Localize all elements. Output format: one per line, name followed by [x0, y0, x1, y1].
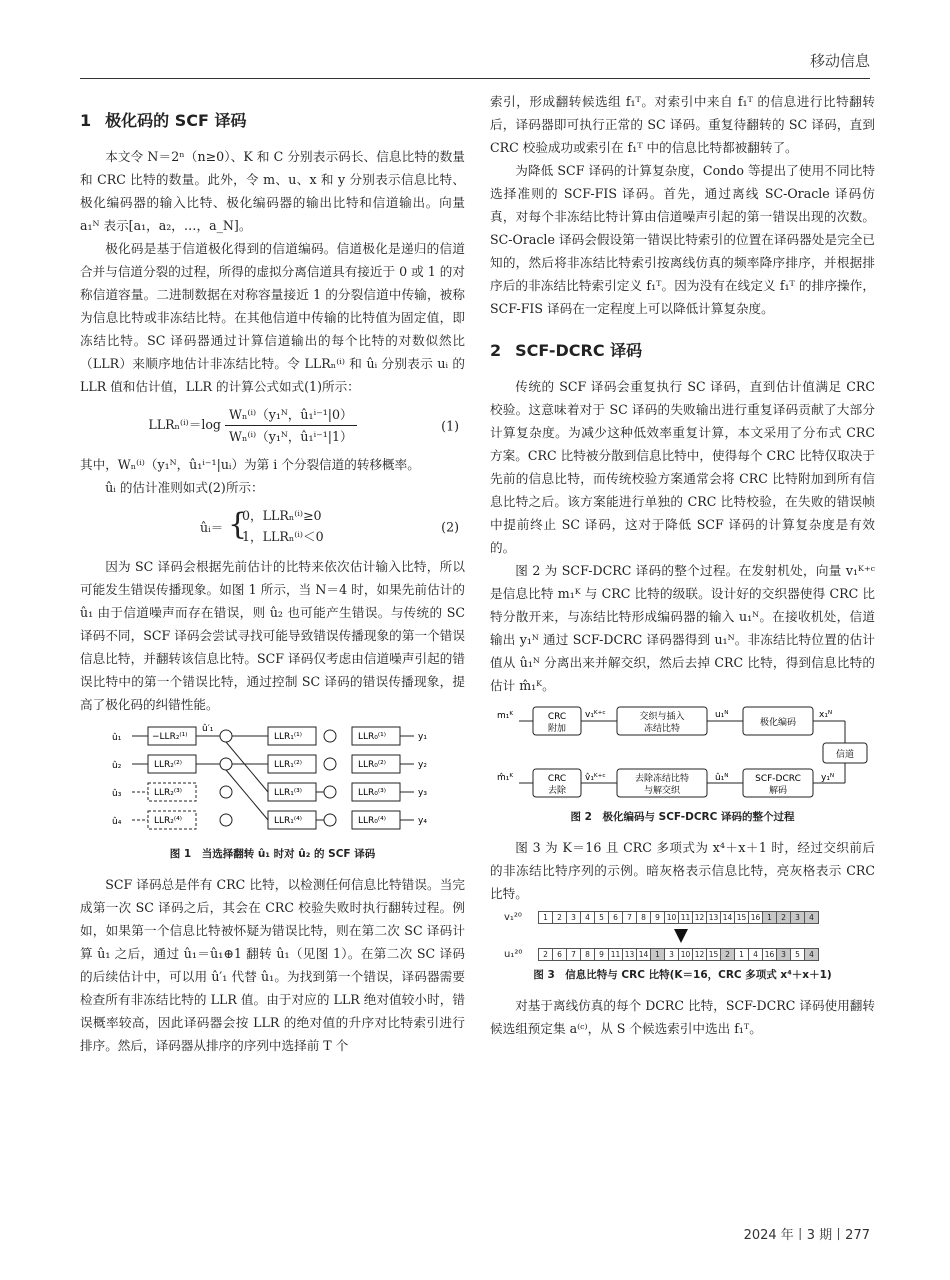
fig3-cell: 3 — [776, 948, 791, 961]
fig2-y: y₁ᴺ — [820, 773, 834, 783]
fig3-cell: 14 — [720, 911, 735, 924]
fig3-cell: 8 — [580, 948, 595, 961]
fig3-cell: 10 — [678, 948, 693, 961]
fig3-cell: 12 — [692, 948, 707, 961]
fig3-row-u — [504, 948, 875, 961]
fig3-cell: 15 — [734, 911, 749, 924]
fig1-u4: û₄ — [111, 817, 121, 827]
fig2-interleave-2: 冻结比特 — [643, 724, 680, 734]
fig2-vhat: v̂₁ᴷ⁺ᶜ — [584, 773, 606, 783]
fig3-cell: 9 — [650, 911, 665, 924]
section-2-number: 2 — [490, 341, 502, 360]
fig3-cell: 7 — [622, 911, 637, 924]
fig3-cell: 13 — [622, 948, 637, 961]
fig2-m: m₁ᴷ — [496, 711, 513, 721]
fig3-cell: 3 — [566, 911, 581, 924]
fig2-interleave-1: 交织与插入 — [638, 712, 685, 722]
figure-2-caption: 图 2 极化编码与 SCF-DCRC 译码的整个过程 — [570, 811, 795, 823]
fig1-llr2-2: LLR₂⁽²⁾ — [153, 760, 182, 770]
fig1-llr0-2: LLR₀⁽²⁾ — [357, 760, 386, 770]
fig2-deinter-1: 去除冻结比特 — [634, 774, 689, 784]
fig2-uhat: û₁ᴺ — [714, 773, 729, 783]
fig3-cell: 8 — [636, 911, 651, 924]
paragraph-1: 本文令 N＝2ⁿ（n≥0）、K 和 C 分别表示码长、信息比特的数量和 CRC 比特的数量。此外，令 m、u、x 和 y 分别表示信息比特、极化编码器的输入比特、极化编码器的输出比特和信道输出。向量 a₁ᴺ 表示[a₁，a₂，…，a_N]。 — [80, 149, 465, 233]
fig1-llr0-1: LLR₀⁽¹⁾ — [357, 732, 386, 742]
figure-3 — [504, 911, 875, 961]
paragraph-7: 索引，形成翻转候选组 f₁ᵀ。对索引中来自 f₁ᵀ 的信息进行比特翻转后，译码器即可执行正常的 SC 译码。重复待翻转的 SC 译码，直到 CRC 校验成功或索引在 f₁ᵀ 中的信息比特都被翻转了。 — [490, 94, 875, 155]
fig1-llr1-1: LLR₁⁽¹⁾ — [273, 732, 302, 742]
header-rule — [80, 78, 870, 79]
eq1-lhs: LLRₙ⁽ⁱ⁾＝log — [148, 417, 221, 432]
fig1-llr1 — [274, 732, 302, 826]
fig1-y2: y₂ — [417, 760, 427, 770]
eq2-case-a: 0，LLRₙ⁽ⁱ⁾≥0 — [242, 508, 322, 523]
fig1-y4: y₄ — [417, 816, 427, 826]
fig2-channel: 信道 — [835, 750, 854, 760]
fig3-cell: 11 — [678, 911, 693, 924]
fig3-cell: 1 — [538, 911, 553, 924]
equation-1 — [80, 404, 465, 447]
figure-2 — [493, 703, 873, 803]
fig3-cell: 6 — [608, 911, 623, 924]
page-footer: 2024 年丨3 期丨277 — [743, 1228, 870, 1243]
section-1-heading — [80, 108, 465, 131]
fig3-cell: 5 — [790, 948, 805, 961]
fig2-mhat: m̂₁ᴷ — [496, 773, 513, 783]
fig2-crc-add-2: 附加 — [547, 724, 566, 734]
fig3-cell: 3 — [790, 911, 805, 924]
eq1-fraction — [225, 404, 357, 447]
journal-name: 移动信息 — [809, 52, 870, 70]
fig3-cell: 4 — [804, 911, 819, 924]
fig1-u2: û₂ — [111, 761, 121, 771]
fig1-llr2-3: LLR₂⁽³⁾ — [153, 788, 182, 798]
paragraph-9: 传统的 SCF 译码会重复执行 SC 译码，直到估计值满足 CRC 校验。这意味着对于 SC 译码的失败输出进行重复译码贡献了大部分计算复杂度。为减少这种低效率重复计算，本文采用了分布式 CRC 方案。CRC 比特被分散到信息比特中，使得每个 CRC 比特仅取决于先前的信息比特，而传统校验方案通常会将 CRC 比特附加到所有信息比特之后。该方案能进行单独的 CRC 比特校验，在失败的错误帧中提前终止 SC 译码，这对于降低 SCF 译码的计算复杂度是有效的。 — [490, 379, 875, 555]
paragraph-2: 极化码是基于信道极化得到的信道编码。信道极化是递归的信道合并与信道分裂的过程，所得的虚拟分离信道具有接近于 0 或 1 的对称信道容量。二进制数据在对称容量接近 1 的分裂信道中传输，被称为信息比特或非冻结比特。在其他信道中传输的比特值为固定值，即冻结比特。SC 译码器通过计算信道输出的每个比特的对数似然比（LLR）来顺序地估计非冻结比特。令 LLRₙ⁽ⁱ⁾ 和 ûᵢ 分别表示 uᵢ 的 LLR 值和估计值，LLR 的计算公式如式(1)所示： — [80, 241, 465, 394]
fig3-row-v — [504, 911, 875, 924]
fig2-x: x₁ᴺ — [818, 710, 832, 720]
fig1-u1: û₁ — [111, 733, 121, 743]
fig3-v-cells — [538, 911, 818, 924]
fig2-dec-1: SCF-DCRC — [754, 774, 801, 784]
fig1-llr0-3: LLR₀⁽³⁾ — [357, 788, 386, 798]
fig3-cell: 4 — [580, 911, 595, 924]
fig3-cell: 7 — [566, 948, 581, 961]
fig1-llr1-3: LLR₁⁽³⁾ — [273, 788, 302, 798]
fig3-cell: 2 — [552, 911, 567, 924]
paragraph-12: 对基于离线仿真的每个 DCRC 比特，SCF-DCRC 译码使用翻转候选组预定集 a⁽ᶜ⁾，从 S 个候选索引中选出 f₁ᵀ。 — [490, 998, 875, 1036]
fig3-cell: 15 — [706, 948, 721, 961]
fig2-deinter-2: 与解交织 — [643, 786, 680, 796]
fig3-cell: 2 — [720, 948, 735, 961]
right-column — [490, 90, 875, 1040]
fig3-cell: 4 — [748, 948, 763, 961]
fig3-cell: 4 — [804, 948, 819, 961]
paragraph-11: 图 3 为 K＝16 且 CRC 多项式为 x⁴＋x＋1 时，经过交织前后的非冻结比特序列的示例。暗灰格表示信息比特，亮灰格表示 CRC 比特。 — [490, 840, 875, 901]
fig3-u-cells — [538, 948, 818, 961]
fig1-llr2-4: LLR₂⁽⁴⁾ — [153, 816, 182, 826]
figure-1 — [108, 722, 438, 840]
fig1-llr2-1: −LLR₂⁽¹⁾ — [151, 732, 187, 742]
fig1-y3: y₃ — [417, 788, 427, 798]
fig3-cell: 16 — [762, 948, 777, 961]
eq1-number: (1) — [441, 418, 459, 433]
fig3-cell: 2 — [776, 911, 791, 924]
fig3-cell: 16 — [748, 911, 763, 924]
fig1-y-labels — [418, 732, 427, 826]
fig2-u: u₁ᴺ — [714, 710, 729, 720]
section-2-title: SCF-DCRC 译码 — [515, 341, 643, 360]
figure-1-caption: 图 1 当选择翻转 û₁ 时对 û₂ 的 SCF 译码 — [169, 848, 376, 860]
fig3-cell: 5 — [594, 911, 609, 924]
fig2-polar-enc: 极化编码 — [759, 718, 796, 728]
fig3-cell: 14 — [636, 948, 651, 961]
paragraph-4: ûᵢ 的估计准则如式(2)所示： — [105, 480, 264, 495]
fig1-u-labels — [112, 733, 122, 827]
figure-3-caption: 图 3 信息比特与 CRC 比特(K＝16，CRC 多项式 x⁴＋x＋1) — [533, 969, 832, 981]
section-1-title: 极化码的 SCF 译码 — [105, 111, 247, 130]
fig3-cell: 2 — [538, 948, 553, 961]
fig2-crc-rm-1: CRC — [547, 774, 566, 784]
equation-2 — [80, 505, 465, 549]
fig3-cell: 12 — [692, 911, 707, 924]
paragraph-10: 图 2 为 SCF-DCRC 译码的整个过程。在发射机处，向量 v₁ᴷ⁺ᶜ 是信息比特 m₁ᴷ 与 CRC 比特的级联。设计好的交织器使得 CRC 比特分散开来，与冻结比特形成编码器的输入 u₁ᴺ。在接收机处，信道输出 y₁ᴺ 通过 SCF-DCRC 译码器得到 u₁ᴺ。非冻结比特位置的估计值从 û₁ᴺ 分离出来并解交织，然后去掉 CRC 比特，得到信息比特的估计 m̂₁ᴷ。 — [490, 563, 875, 693]
fig1-uprime: û′₁ — [201, 724, 213, 734]
fig3-cell: 11 — [608, 948, 623, 961]
fig1-llr1-2: LLR₁⁽²⁾ — [273, 760, 302, 770]
fig2-crc-rm-2: 去除 — [547, 786, 566, 796]
fig3-v-label: v₁²⁰ — [504, 912, 522, 923]
fig3-u-label: u₁²⁰ — [504, 949, 523, 960]
fig3-cell: 1 — [734, 948, 749, 961]
fig3-cell: 1 — [650, 948, 665, 961]
fig3-cell: 9 — [594, 948, 609, 961]
fig2-crc-add-1: CRC — [547, 712, 566, 722]
eq2-number: (2) — [441, 519, 459, 535]
section-1-number: 1 — [80, 111, 92, 130]
fig1-y1: y₁ — [417, 732, 427, 742]
section-2-heading — [490, 338, 875, 361]
fig1-llr0 — [358, 732, 386, 826]
fig2-v: v₁ᴷ⁺ᶜ — [584, 710, 606, 720]
paragraph-8: 为降低 SCF 译码的计算复杂度，Condo 等提出了使用不同比特选择准则的 SCF-FIS 译码。首先，通过离线 SC-Oracle 译码仿真，对每个非冻结比特计算由信道噪声引起的第一错误出现的次数。SC-Oracle 译码会假设第一错误比特索引的位置在译码器处是完全已知的，然后将非冻结比特索引按离线仿真的频率降序排序，并根据排序后的非冻结比特索引定义 f₁ᵀ。因为没有在线定义 f₁ᵀ 的排序操作，SCF-FIS 译码在一定程度上可以降低计算复杂度。 — [490, 163, 875, 316]
eq1-denominator: Wₙ⁽ⁱ⁾（y₁ᴺ，û₁ⁱ⁻¹|1） — [229, 429, 353, 444]
fig1-llr2 — [152, 732, 187, 826]
fig3-cell: 13 — [706, 911, 721, 924]
eq2-case-b: 1，LLRₙ⁽ⁱ⁾＜0 — [242, 529, 324, 544]
fig3-cell: 10 — [664, 911, 679, 924]
paragraph-3: 其中，Wₙ⁽ⁱ⁾（y₁ᴺ，û₁ⁱ⁻¹|uᵢ）为第 i 个分裂信道的转移概率。 — [80, 457, 420, 472]
eq2-lhs: ûᵢ＝ — [200, 520, 224, 535]
fig2-dec-2: 解码 — [768, 786, 787, 796]
eq2-brace: { — [228, 507, 248, 542]
paragraph-6: SCF 译码总是伴有 CRC 比特，以检测任何信息比特错误。当完成第一次 SC 译码之后，其会在 CRC 校验失败时执行翻转过程。例如，如果第一个信息比特被怀疑为错误比特，则在第二次 SC 译码计算 û₁ 之后，通过 û₁＝û₁⊕1 翻转 û₁（见图 1）。在第二次 SC 译码的后续估计中，可以用 û′₁ 代替 û₁。为找到第一个错误，译码器需要检查所有非冻结比特的 LLR 值。由于对应的 LLR 绝对值较小时，错误概率较高，因此译码器会按 LLR 的绝对值的升序对比特索引进行排序。然后，译码器从排序的序列中选择前 T 个 — [80, 877, 465, 1053]
fig1-llr1-4: LLR₁⁽⁴⁾ — [273, 816, 302, 826]
paragraph-5: 因为 SC 译码会根据先前估计的比特来依次估计输入比特，所以可能发生错误传播现象。如图 1 所示，当 N＝4 时，如果先前估计的 û₁ 由于信道噪声而存在错误，则 û₂ 也可能产生错误。与传统的 SC 译码不同，SCF 译码会尝试寻找可能导致错误传播现象的第一个错误信息比特，并翻转该信息比特。SCF 译码仅考虑由信道噪声引起的错误比特中的第一个错误比特，通过控制 SC 译码的错误传播现象，提高了极化码的纠错性能。 — [80, 559, 465, 712]
fig1-u3: û₃ — [111, 789, 121, 799]
fig3-cell: 1 — [762, 911, 777, 924]
left-column — [80, 90, 465, 1057]
eq1-numerator: Wₙ⁽ⁱ⁾（y₁ᴺ，û₁ⁱ⁻¹|0） — [225, 404, 357, 426]
fig3-cell: 3 — [664, 948, 679, 961]
fig3-arrow-icon — [674, 929, 688, 943]
fig3-cell: 6 — [552, 948, 567, 961]
fig1-llr0-4: LLR₀⁽⁴⁾ — [357, 816, 386, 826]
